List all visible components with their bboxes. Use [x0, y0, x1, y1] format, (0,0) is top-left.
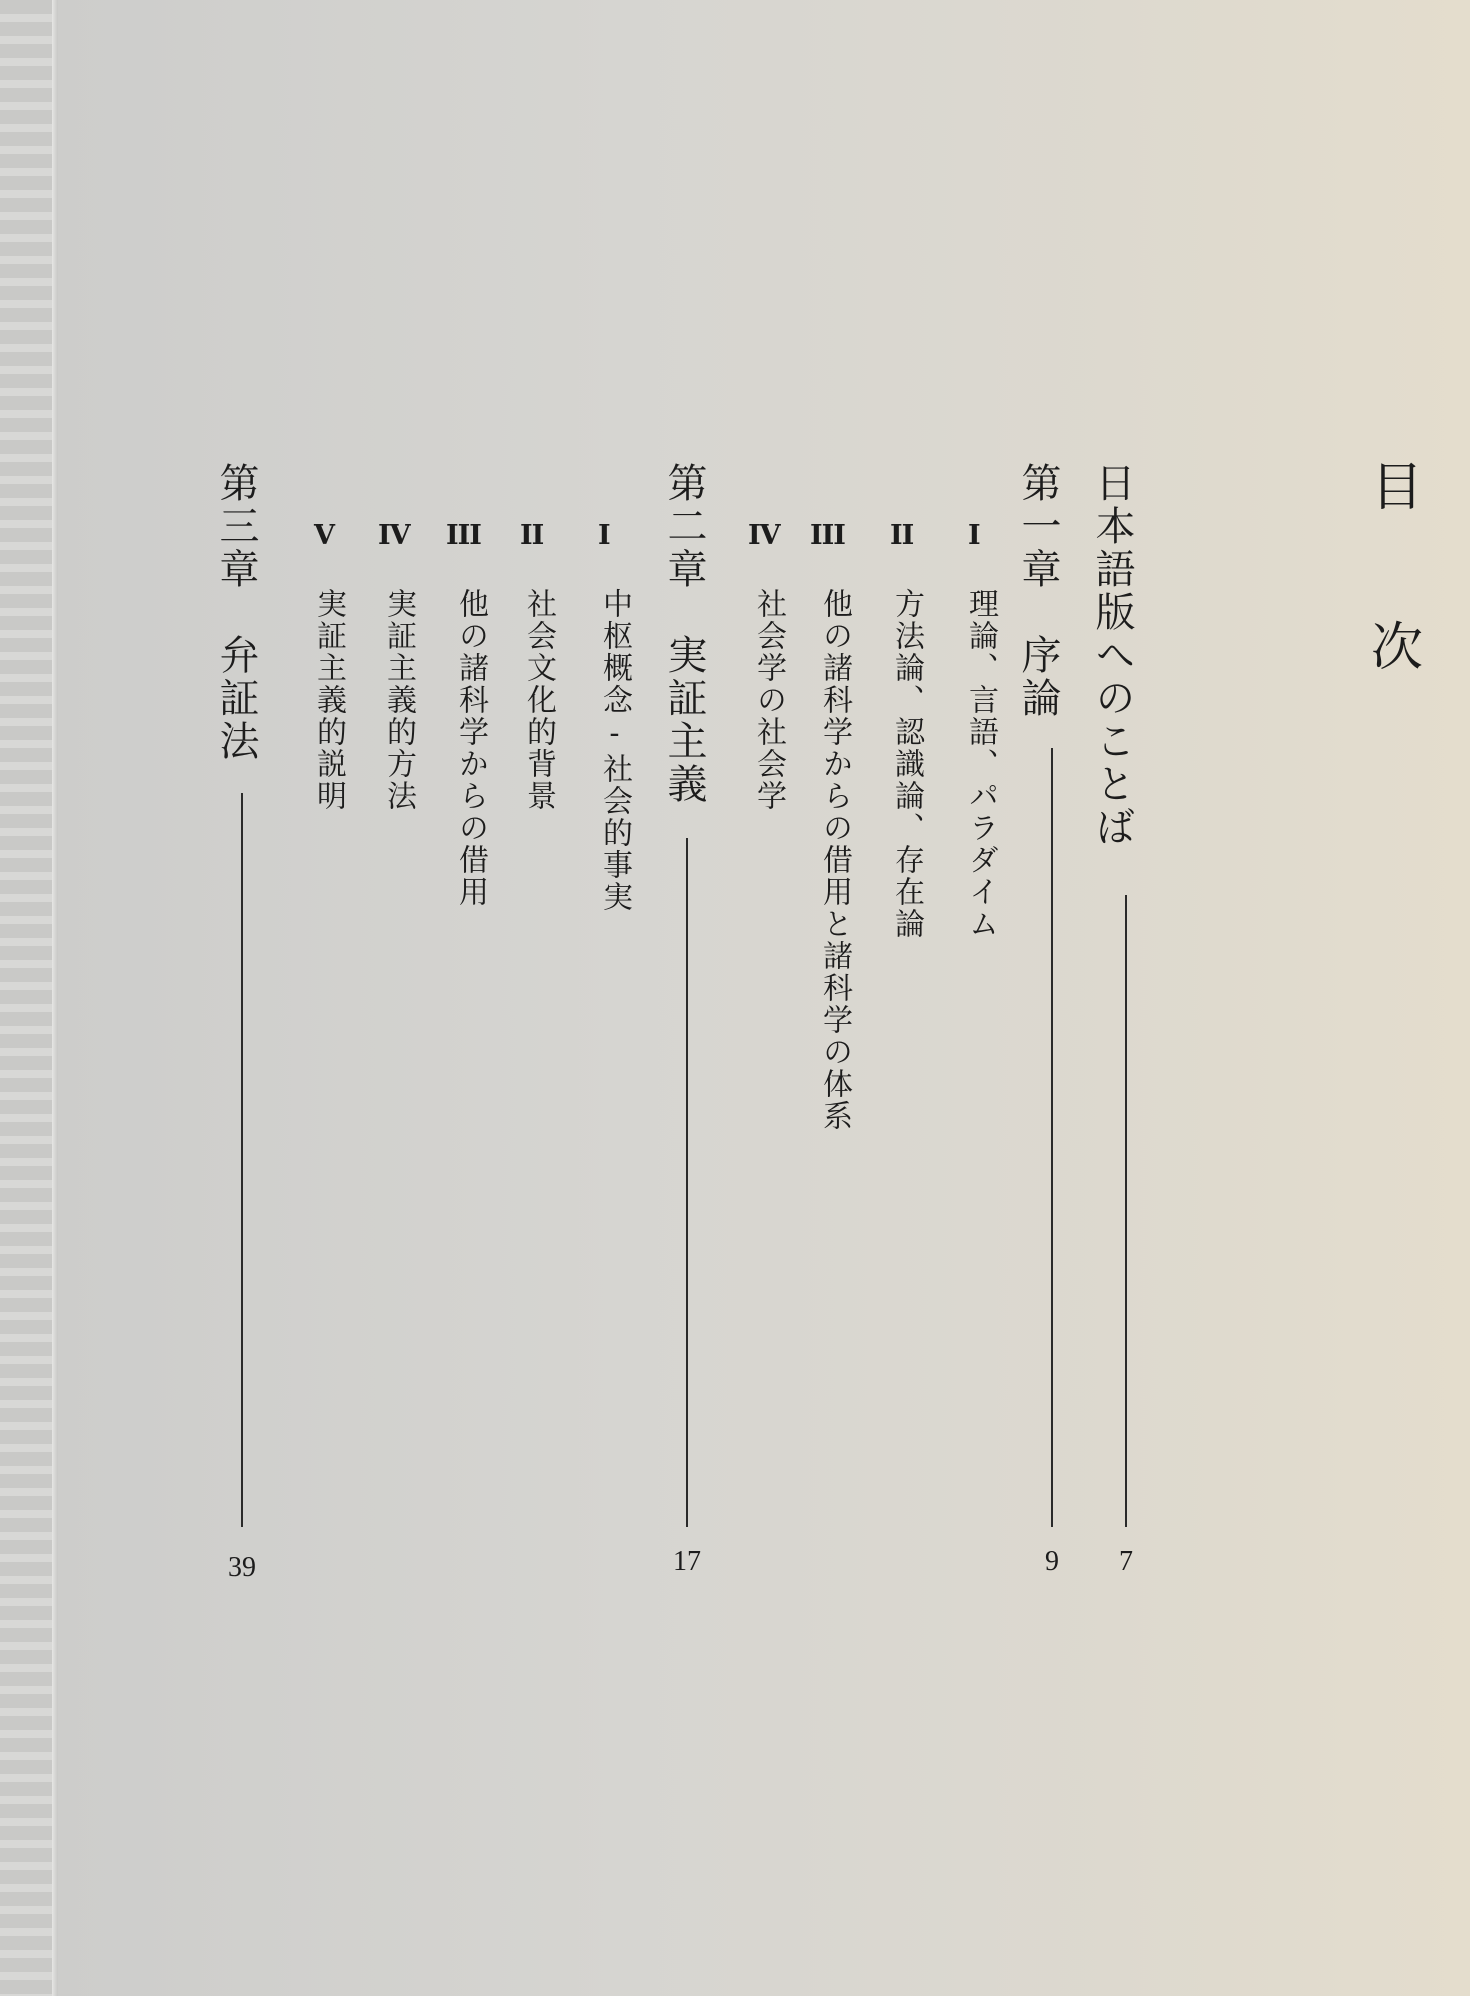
section-numeral: IV: [748, 520, 780, 551]
section-title: 社会学の社会学: [751, 588, 786, 812]
section-title: 他の諸科学からの借用と諸科学の体系: [817, 588, 852, 1132]
chapter-2-page-number: 17: [673, 1546, 701, 1577]
section-title: 他の諸科学からの借用: [453, 588, 488, 908]
section-title: 理論、言語、パラダイム: [963, 588, 998, 940]
chapter-1-leader: [1051, 748, 1053, 1527]
section-title: 中枢概念-社会的事実: [597, 588, 632, 913]
chapter-2-leader: [686, 838, 688, 1527]
section-numeral: II: [520, 520, 544, 551]
section-numeral: I: [598, 520, 610, 551]
section-numeral: III: [446, 520, 481, 551]
toc-title-char-1: 目: [1371, 458, 1424, 518]
section-title: 実証主義的説明: [311, 588, 346, 812]
section-numeral: IV: [378, 520, 410, 551]
section-title: 社会文化的背景: [521, 588, 556, 812]
binding-gutter: [0, 0, 58, 1996]
section-numeral: III: [810, 520, 845, 551]
section-numeral: II: [890, 520, 914, 551]
chapter-2-title: 第二章 実証主義: [661, 462, 707, 806]
chapter-1-title: 第一章 序論: [1015, 462, 1061, 720]
toc-title-char-2: 次: [1371, 618, 1424, 678]
section-title: 方法論、認識論、存在論: [889, 588, 924, 940]
preface-entry: 日本語版へのことば: [1089, 462, 1135, 849]
chapter-3-title: 第三章 弁証法: [213, 462, 259, 763]
section-numeral: V: [314, 520, 334, 551]
preface-leader: [1125, 895, 1127, 1527]
section-title: 実証主義的方法: [381, 588, 416, 812]
chapter-3-page-number: 39: [228, 1552, 256, 1583]
chapter-1-page-number: 9: [1045, 1546, 1059, 1577]
section-numeral: I: [968, 520, 980, 551]
toc-page: [58, 0, 1470, 1996]
chapter-3-leader: [241, 793, 243, 1527]
preface-page-number: 7: [1119, 1546, 1133, 1577]
